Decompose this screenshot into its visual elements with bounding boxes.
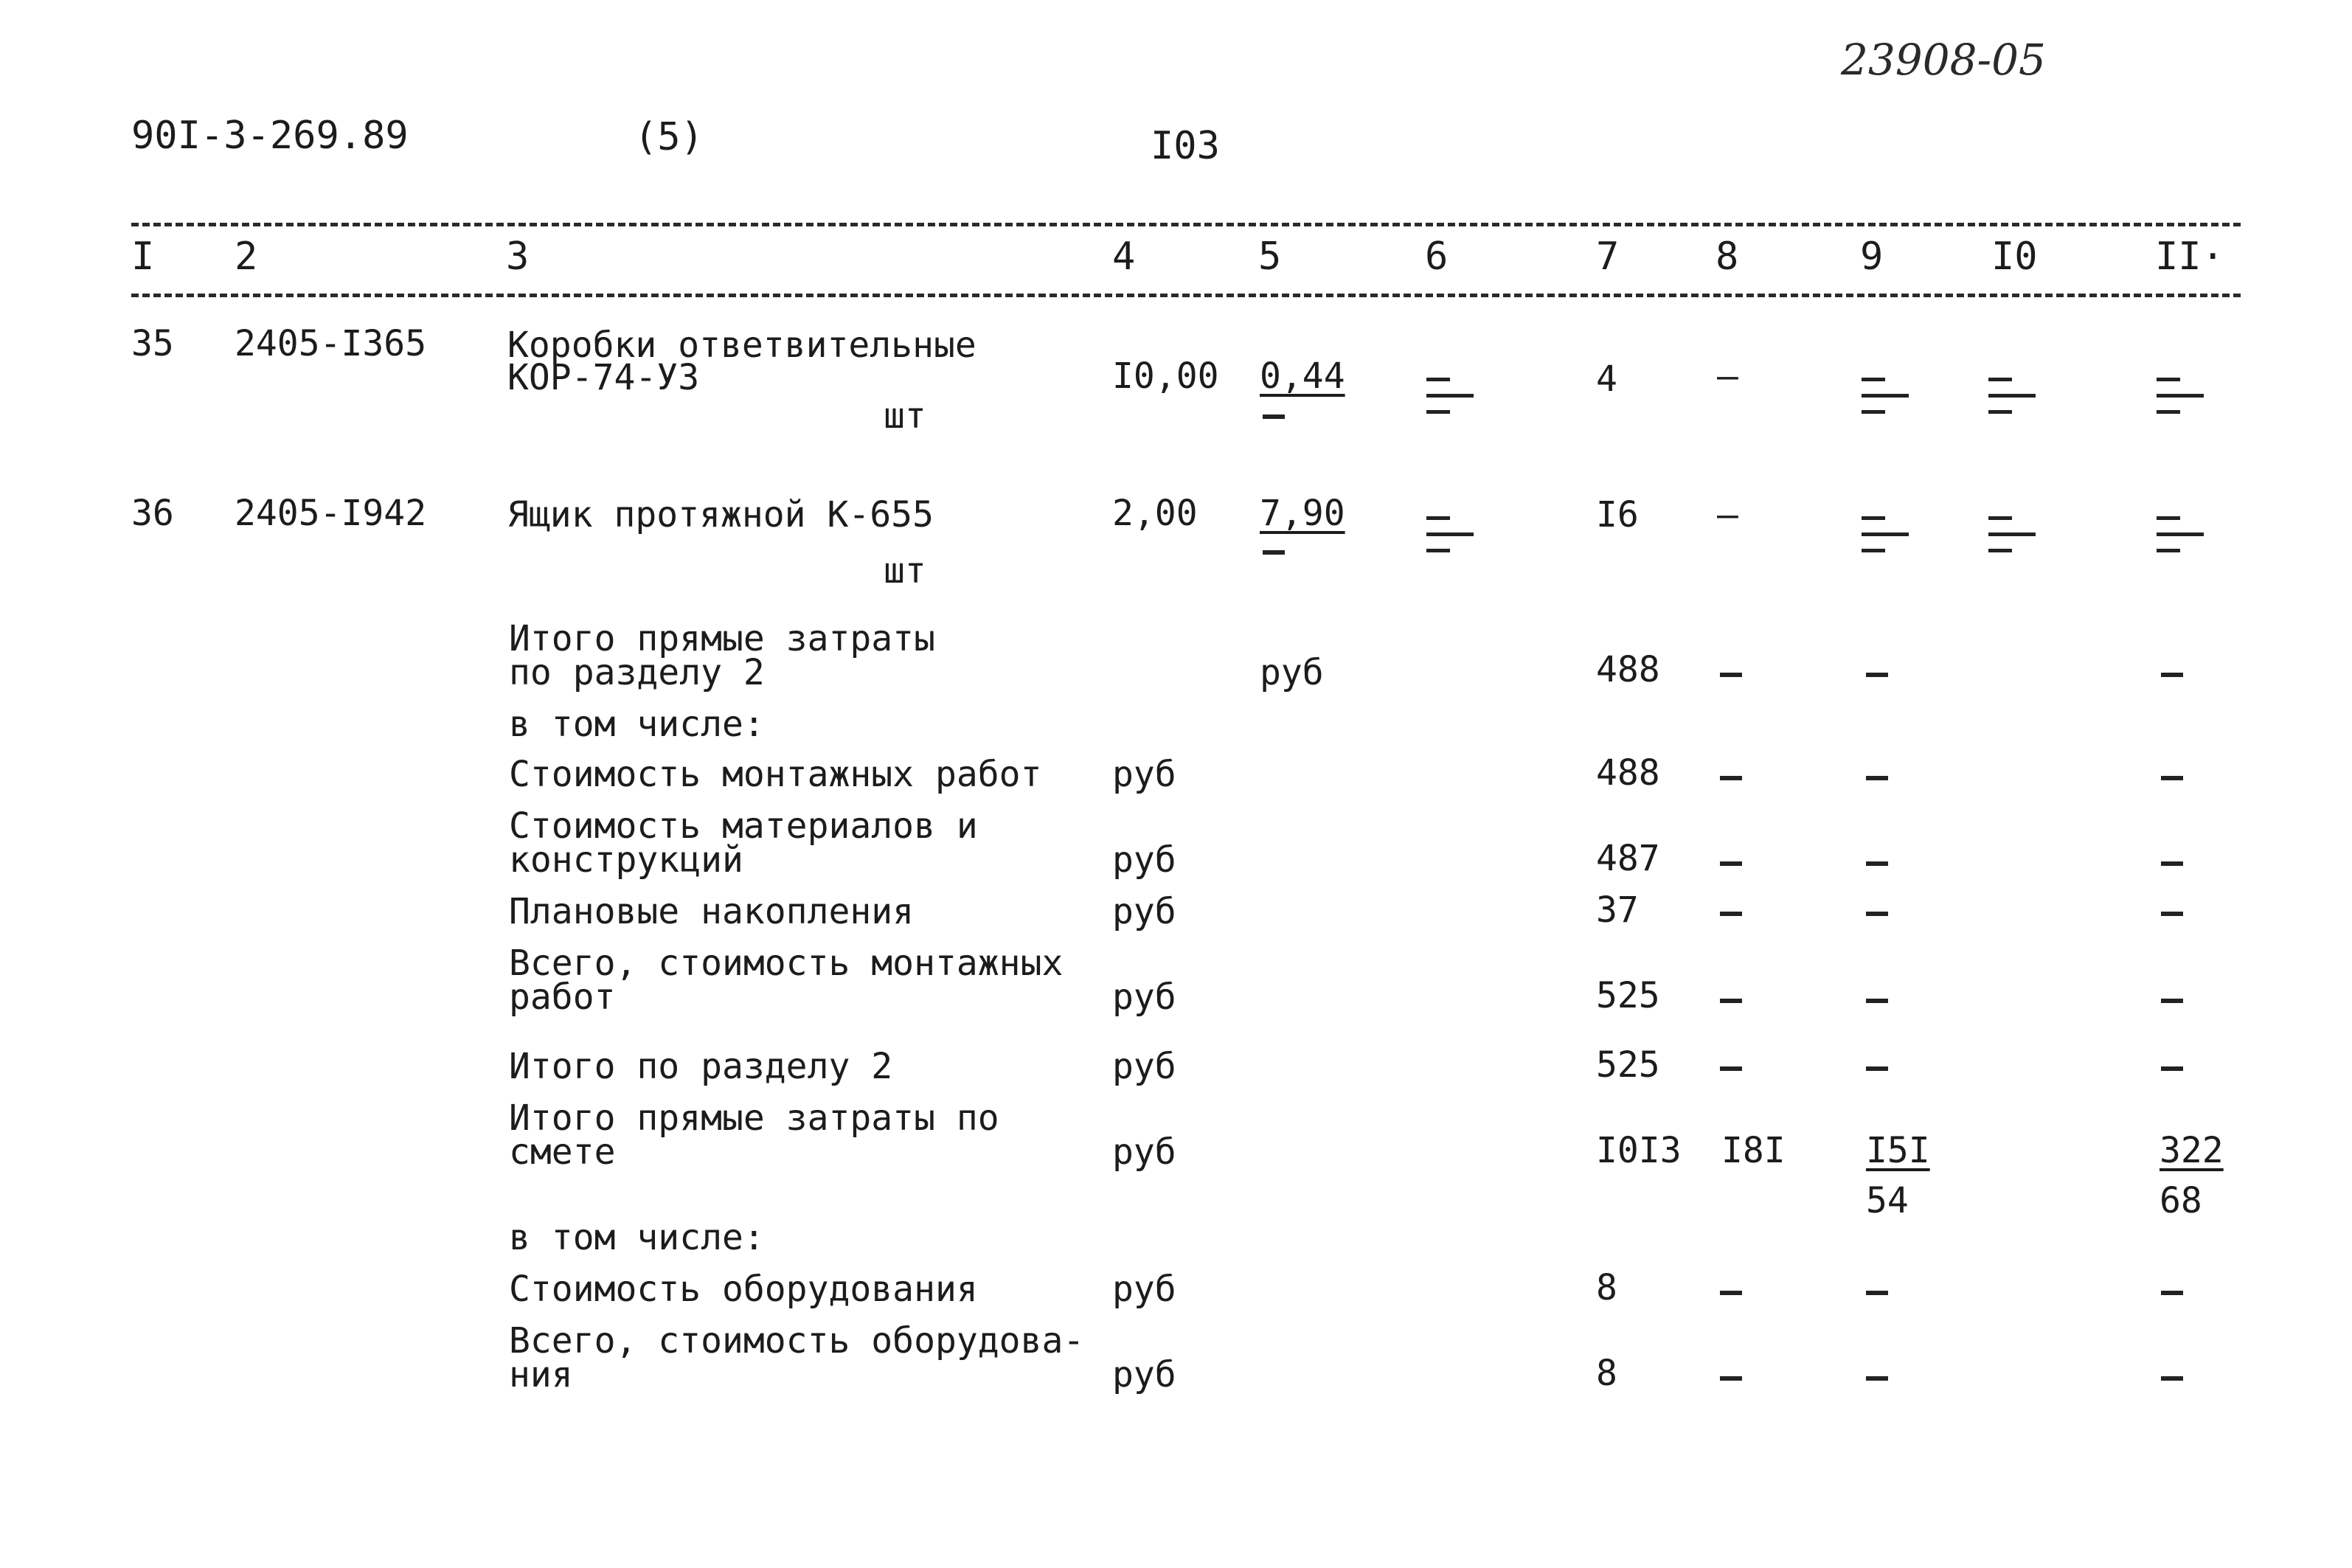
summary-col7: 488 [1596,752,1660,794]
summary-col9-numerator: I5I [1866,1130,1930,1171]
summary-label: Плановые накопления [509,891,915,932]
summary-dash [1720,1376,1742,1381]
col-header-11: II· [2155,235,2224,279]
section-number: (5) [634,115,704,159]
summary-dash [2161,1066,2183,1071]
summary-dash [1866,673,1888,677]
summary-col7: 525 [1596,1044,1660,1086]
summary-dash [1866,776,1888,780]
summary-label: Всего, стоимость оборудова- [509,1320,1085,1361]
summary-dash [1866,1291,1888,1295]
col-header-2: 2 [235,235,258,279]
summary-dash [1720,673,1742,677]
ditto-mark [2157,378,2204,414]
page-number: I03 [1151,124,1220,168]
summary-label-cont: работ [509,976,616,1018]
summary-dash [1720,861,1742,866]
summary-label-cont: смете [509,1131,616,1173]
summary-label: Всего, стоимость монтажных [509,943,1064,984]
summary-unit: руб [1112,1131,1176,1173]
summary-dash [2161,861,2183,866]
row-unit: шт [884,550,926,592]
row-number: 36 [131,493,174,534]
summary-col7: 488 [1596,649,1660,690]
row-total: 4 [1596,358,1617,400]
handwritten-document-code: 23908-05 [1841,35,2046,85]
summary-label: Итого прямые затраты по [509,1097,999,1139]
summary-dash [1720,912,1742,916]
summary-unit: руб [1112,839,1176,881]
price-secondary-dash [1263,550,1285,555]
summary-unit: руб [1112,891,1176,932]
summary-dash [1720,1291,1742,1295]
summary-label-cont: ния [509,1354,573,1395]
row-unit-price: 7,90 [1260,493,1345,534]
summary-dash [1720,776,1742,780]
summary-dash [1866,1066,1888,1071]
summary-label: Стоимость материалов и [509,805,978,847]
col-header-10: I0 [1991,235,2038,279]
summary-dash [1866,999,1888,1003]
summary-unit: руб [1112,1046,1176,1087]
summary-col7: 37 [1596,889,1639,931]
summary-dash [2161,776,2183,780]
summary-subheading: в том числе: [509,704,765,745]
summary-dash [2161,912,2183,916]
ditto-mark [1988,378,2036,414]
ditto-mark [1988,516,2036,553]
summary-dash [2161,1376,2183,1381]
col-header-6: 6 [1425,235,1449,279]
ditto-mark [1426,378,1474,414]
row-number: 35 [131,323,174,364]
summary-dash [1720,999,1742,1003]
col-header-7: 7 [1596,235,1620,279]
summary-unit: руб [1112,754,1176,795]
summary-label: Итого по разделу 2 [509,1046,893,1087]
summary-unit: руб [1112,1269,1176,1310]
summary-col9-denominator: 54 [1866,1180,1909,1221]
summary-dash [2161,1291,2183,1295]
row-total: I6 [1596,494,1639,535]
ditto-mark [1862,378,1909,414]
col-header-9: 9 [1860,235,1884,279]
summary-dash [2161,673,2183,677]
col-header-3: 3 [506,235,530,279]
header-top-rule [131,223,2241,226]
ditto-mark [2157,516,2204,553]
row-name-line2: КОР-74-У3 [507,357,700,398]
summary-col7: 8 [1596,1353,1617,1394]
summary-subheading: в том числе: [509,1217,765,1258]
price-secondary-dash [1263,414,1285,419]
row-name-line1: Коробки ответвительные [507,325,976,366]
summary-label: Стоимость оборудования [509,1269,978,1310]
summary-unit: руб [1112,976,1176,1018]
summary-dash [1866,1376,1888,1381]
summary-dash [1866,861,1888,866]
row-quantity: I0,00 [1112,355,1219,397]
document-code: 90I-3-269.89 [131,114,409,158]
summary-unit: руб [1260,652,1324,693]
row-col8: – [1717,355,1738,397]
summary-col7: 8 [1596,1267,1617,1308]
summary-label: Стоимость монтажных работ [509,754,1042,795]
col-header-5: 5 [1258,235,1282,279]
col-header-8: 8 [1716,235,1739,279]
summary-dash [1866,912,1888,916]
row-col8: – [1717,494,1738,535]
summary-col7: I0I3 [1596,1130,1682,1171]
row-code: 2405-I365 [235,323,427,364]
summary-col8: I8I [1721,1130,1786,1171]
header-bottom-rule [131,294,2241,297]
row-unit-price: 0,44 [1260,355,1345,397]
ditto-mark [1862,516,1909,553]
ditto-mark [1426,516,1474,553]
summary-col7: 487 [1596,838,1660,879]
summary-col11-numerator: 322 [2160,1130,2224,1171]
summary-col7: 525 [1596,975,1660,1016]
summary-label-cont: конструкций [509,839,743,881]
col-header-4: 4 [1112,235,1136,279]
summary-dash [2161,999,2183,1003]
row-name-line1: Ящик протяжной К-655 [507,494,934,535]
row-unit: шт [884,395,926,437]
row-code: 2405-I942 [235,493,427,534]
summary-label: Итого прямые затраты [509,618,935,659]
summary-dash [1720,1066,1742,1071]
row-quantity: 2,00 [1112,493,1198,534]
summary-unit: руб [1112,1354,1176,1395]
col-header-1: I [131,235,155,279]
summary-col11-denominator: 68 [2160,1180,2202,1221]
summary-label-cont: по разделу 2 [509,652,765,693]
